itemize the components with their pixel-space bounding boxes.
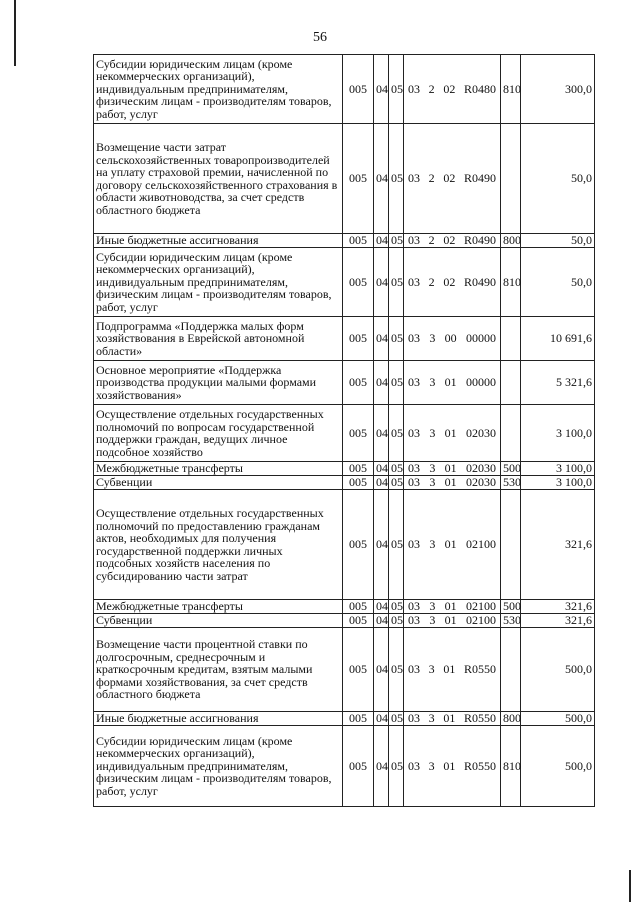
target-article-code — [404, 55, 501, 124]
csr-main-event: 01 — [443, 711, 456, 726]
csr-direction: R0550 — [463, 758, 496, 773]
subsection-code: 05 — [389, 234, 404, 248]
csr-direction: 00000 — [465, 375, 496, 390]
subsection-code: 05 — [389, 614, 404, 628]
grbs-code: 005 — [343, 726, 374, 807]
subsection-code: 05 — [389, 317, 404, 361]
grbs-code: 005 — [343, 462, 374, 476]
scan-edge-mark — [629, 870, 631, 902]
csr-program: 03 — [408, 711, 420, 726]
target-article-code — [404, 462, 501, 476]
amount: 50,0 — [521, 234, 595, 248]
csr-subprogram: 3 — [429, 461, 436, 476]
target-article-code — [404, 248, 501, 317]
grbs-code: 005 — [343, 361, 374, 405]
expense-name: Возмещение части затрат сельскохозяйственных товаропроизводителей на уплату страховой премии, начисленной по договору сельскохозяйственного страхования в области животноводства, за счет средств областного бюджета — [94, 124, 343, 234]
grbs-code: 005 — [343, 405, 374, 462]
amount: 500,0 — [521, 726, 595, 807]
section-code: 04 — [374, 405, 389, 462]
expense-name: Субсидии юридическим лицам (кроме некоммерческих организаций), индивидуальным предпринимателям, физическим лицам - производителям товаров, работ, услуг — [94, 248, 343, 317]
csr-program: 03 — [408, 171, 420, 186]
expense-name: Субсидии юридическим лицам (кроме некоммерческих организаций), индивидуальным предпринимателям, физическим лицам - производителям товаров, работ, услуг — [94, 726, 343, 807]
csr-main-event: 02 — [443, 81, 456, 96]
section-code: 04 — [374, 248, 389, 317]
target-article-code — [404, 490, 501, 600]
expense-name: Осуществление отдельных государственных полномочий по предоставлению гражданам актов, необходимых для получения государственной поддержки личных подсобных хозяйств населения по субсидированию части затрат — [94, 490, 343, 600]
subsection-code: 05 — [389, 248, 404, 317]
amount: 5 321,6 — [521, 361, 595, 405]
table-row — [94, 614, 595, 628]
section-code: 04 — [374, 55, 389, 124]
csr-direction: R0490 — [463, 233, 496, 248]
csr-subprogram: 3 — [429, 375, 436, 390]
csr-program: 03 — [408, 274, 420, 289]
expense-type-code: 530 — [501, 476, 521, 490]
section-code: 04 — [374, 361, 389, 405]
target-article-code — [404, 234, 501, 248]
amount: 10 691,6 — [521, 317, 595, 361]
csr-subprogram: 2 — [428, 274, 435, 289]
table-row — [94, 628, 595, 712]
subsection-code: 05 — [389, 476, 404, 490]
table-row — [94, 405, 595, 462]
csr-main-event: 01 — [444, 613, 457, 628]
csr-main-event: 02 — [443, 233, 456, 248]
csr-direction: 02030 — [465, 475, 496, 490]
subsection-code: 05 — [389, 628, 404, 712]
csr-direction: 02100 — [465, 599, 496, 614]
expense-type-code — [501, 628, 521, 712]
section-code: 04 — [374, 600, 389, 614]
csr-program: 03 — [408, 233, 420, 248]
csr-direction: R0480 — [463, 81, 496, 96]
expense-type-code: 810 — [501, 248, 521, 317]
expense-type-code: 530 — [501, 614, 521, 628]
target-article-code — [404, 726, 501, 807]
table-row — [94, 462, 595, 476]
amount: 321,6 — [521, 490, 595, 600]
expense-name: Межбюджетные трансферты — [94, 462, 343, 476]
expense-type-code — [501, 405, 521, 462]
csr-subprogram: 3 — [429, 425, 436, 440]
grbs-code: 005 — [343, 234, 374, 248]
csr-program: 03 — [408, 375, 420, 390]
csr-main-event: 02 — [443, 171, 456, 186]
expense-name: Основное мероприятие «Поддержка производства продукции малыми формами хозяйствования» — [94, 361, 343, 405]
csr-direction: 02100 — [465, 537, 496, 552]
expense-name: Субвенции — [94, 476, 343, 490]
section-code: 04 — [374, 234, 389, 248]
section-code: 04 — [374, 614, 389, 628]
grbs-code: 005 — [343, 628, 374, 712]
csr-direction: R0490 — [463, 274, 496, 289]
expense-type-code: 800 — [501, 712, 521, 726]
csr-main-event: 00 — [444, 331, 457, 346]
table-row — [94, 124, 595, 234]
expense-type-code: 500 — [501, 462, 521, 476]
grbs-code: 005 — [343, 712, 374, 726]
csr-main-event: 01 — [443, 758, 456, 773]
csr-subprogram: 3 — [429, 475, 436, 490]
section-code: 04 — [374, 490, 389, 600]
amount: 500,0 — [521, 628, 595, 712]
table-row — [94, 361, 595, 405]
grbs-code: 005 — [343, 614, 374, 628]
csr-subprogram: 2 — [428, 233, 435, 248]
table-row — [94, 600, 595, 614]
subsection-code: 05 — [389, 55, 404, 124]
expense-type-code — [501, 124, 521, 234]
csr-subprogram: 3 — [428, 758, 435, 773]
amount: 3 100,0 — [521, 405, 595, 462]
grbs-code: 005 — [343, 476, 374, 490]
amount: 3 100,0 — [521, 476, 595, 490]
section-code: 04 — [374, 628, 389, 712]
expense-type-code — [501, 361, 521, 405]
target-article-code — [404, 124, 501, 234]
amount: 3 100,0 — [521, 462, 595, 476]
table-row — [94, 234, 595, 248]
grbs-code: 005 — [343, 248, 374, 317]
expense-name: Осуществление отдельных государственных полномочий по вопросам государственной поддержки граждан, ведущих личное подсобное хозяйство — [94, 405, 343, 462]
csr-main-event: 01 — [444, 599, 457, 614]
table-row — [94, 712, 595, 726]
table-row — [94, 55, 595, 124]
csr-program: 03 — [408, 461, 420, 476]
section-code: 04 — [374, 712, 389, 726]
csr-direction: R0550 — [463, 662, 496, 677]
csr-program: 03 — [408, 81, 420, 96]
amount: 50,0 — [521, 124, 595, 234]
expense-name: Субсидии юридическим лицам (кроме некоммерческих организаций), индивидуальным предпринимателям, физическим лицам - производителям товаров, работ, услуг — [94, 55, 343, 124]
subsection-code: 05 — [389, 490, 404, 600]
subsection-code: 05 — [389, 405, 404, 462]
section-code: 04 — [374, 476, 389, 490]
csr-main-event: 01 — [444, 475, 457, 490]
subsection-code: 05 — [389, 124, 404, 234]
target-article-code — [404, 600, 501, 614]
csr-subprogram: 3 — [428, 711, 435, 726]
expense-name: Подпрограмма «Поддержка малых форм хозяйствования в Еврейской автономной области» — [94, 317, 343, 361]
csr-subprogram: 3 — [429, 599, 436, 614]
csr-direction: 02030 — [465, 461, 496, 476]
csr-main-event: 01 — [444, 425, 457, 440]
expense-type-code — [501, 490, 521, 600]
expense-name: Межбюджетные трансферты — [94, 600, 343, 614]
csr-main-event: 01 — [444, 461, 457, 476]
table-row — [94, 317, 595, 361]
grbs-code: 005 — [343, 490, 374, 600]
amount: 500,0 — [521, 712, 595, 726]
csr-program: 03 — [408, 758, 420, 773]
expense-type-code: 800 — [501, 234, 521, 248]
grbs-code: 005 — [343, 317, 374, 361]
target-article-code — [404, 317, 501, 361]
expense-type-code: 810 — [501, 55, 521, 124]
csr-direction: 00000 — [465, 331, 496, 346]
csr-main-event: 01 — [444, 537, 457, 552]
csr-main-event: 02 — [443, 274, 456, 289]
subsection-code: 05 — [389, 726, 404, 807]
csr-program: 03 — [408, 425, 420, 440]
csr-direction: 02030 — [465, 425, 496, 440]
csr-program: 03 — [408, 537, 420, 552]
csr-subprogram: 2 — [428, 171, 435, 186]
grbs-code: 005 — [343, 600, 374, 614]
amount: 50,0 — [521, 248, 595, 317]
target-article-code — [404, 476, 501, 490]
csr-direction: 02100 — [465, 613, 496, 628]
target-article-code — [404, 361, 501, 405]
csr-subprogram: 3 — [428, 662, 435, 677]
table-row — [94, 490, 595, 600]
csr-main-event: 01 — [444, 375, 457, 390]
section-code: 04 — [374, 462, 389, 476]
expense-name: Иные бюджетные ассигнования — [94, 234, 343, 248]
target-article-code — [404, 712, 501, 726]
csr-subprogram: 3 — [429, 331, 436, 346]
csr-subprogram: 2 — [428, 81, 435, 96]
target-article-code — [404, 614, 501, 628]
subsection-code: 05 — [389, 361, 404, 405]
csr-subprogram: 3 — [429, 537, 436, 552]
grbs-code: 005 — [343, 55, 374, 124]
expense-name: Субвенции — [94, 614, 343, 628]
csr-program: 03 — [408, 331, 420, 346]
expense-name: Возмещение части процентной ставки по долгосрочным, среднесрочным и краткосрочным кредитам, взятым малыми формами хозяйствования, за счет средств областного бюджета — [94, 628, 343, 712]
subsection-code: 05 — [389, 462, 404, 476]
expense-type-code: 500 — [501, 600, 521, 614]
expense-name: Иные бюджетные ассигнования — [94, 712, 343, 726]
csr-direction: R0490 — [463, 171, 496, 186]
amount: 321,6 — [521, 614, 595, 628]
subsection-code: 05 — [389, 712, 404, 726]
expense-type-code — [501, 317, 521, 361]
csr-subprogram: 3 — [429, 613, 436, 628]
table-row — [94, 726, 595, 807]
expense-type-code: 810 — [501, 726, 521, 807]
csr-main-event: 01 — [443, 662, 456, 677]
section-code: 04 — [374, 726, 389, 807]
subsection-code: 05 — [389, 600, 404, 614]
csr-program: 03 — [408, 475, 420, 490]
target-article-code — [404, 628, 501, 712]
section-code: 04 — [374, 124, 389, 234]
grbs-code: 005 — [343, 124, 374, 234]
csr-direction: R0550 — [463, 711, 496, 726]
table-row — [94, 248, 595, 317]
section-code: 04 — [374, 317, 389, 361]
amount: 300,0 — [521, 55, 595, 124]
page-number: 56 — [313, 30, 327, 45]
budget-table — [93, 54, 595, 807]
table-row — [94, 476, 595, 490]
csr-program: 03 — [408, 662, 420, 677]
target-article-code — [404, 405, 501, 462]
amount: 321,6 — [521, 600, 595, 614]
csr-program: 03 — [408, 599, 420, 614]
csr-program: 03 — [408, 613, 420, 628]
